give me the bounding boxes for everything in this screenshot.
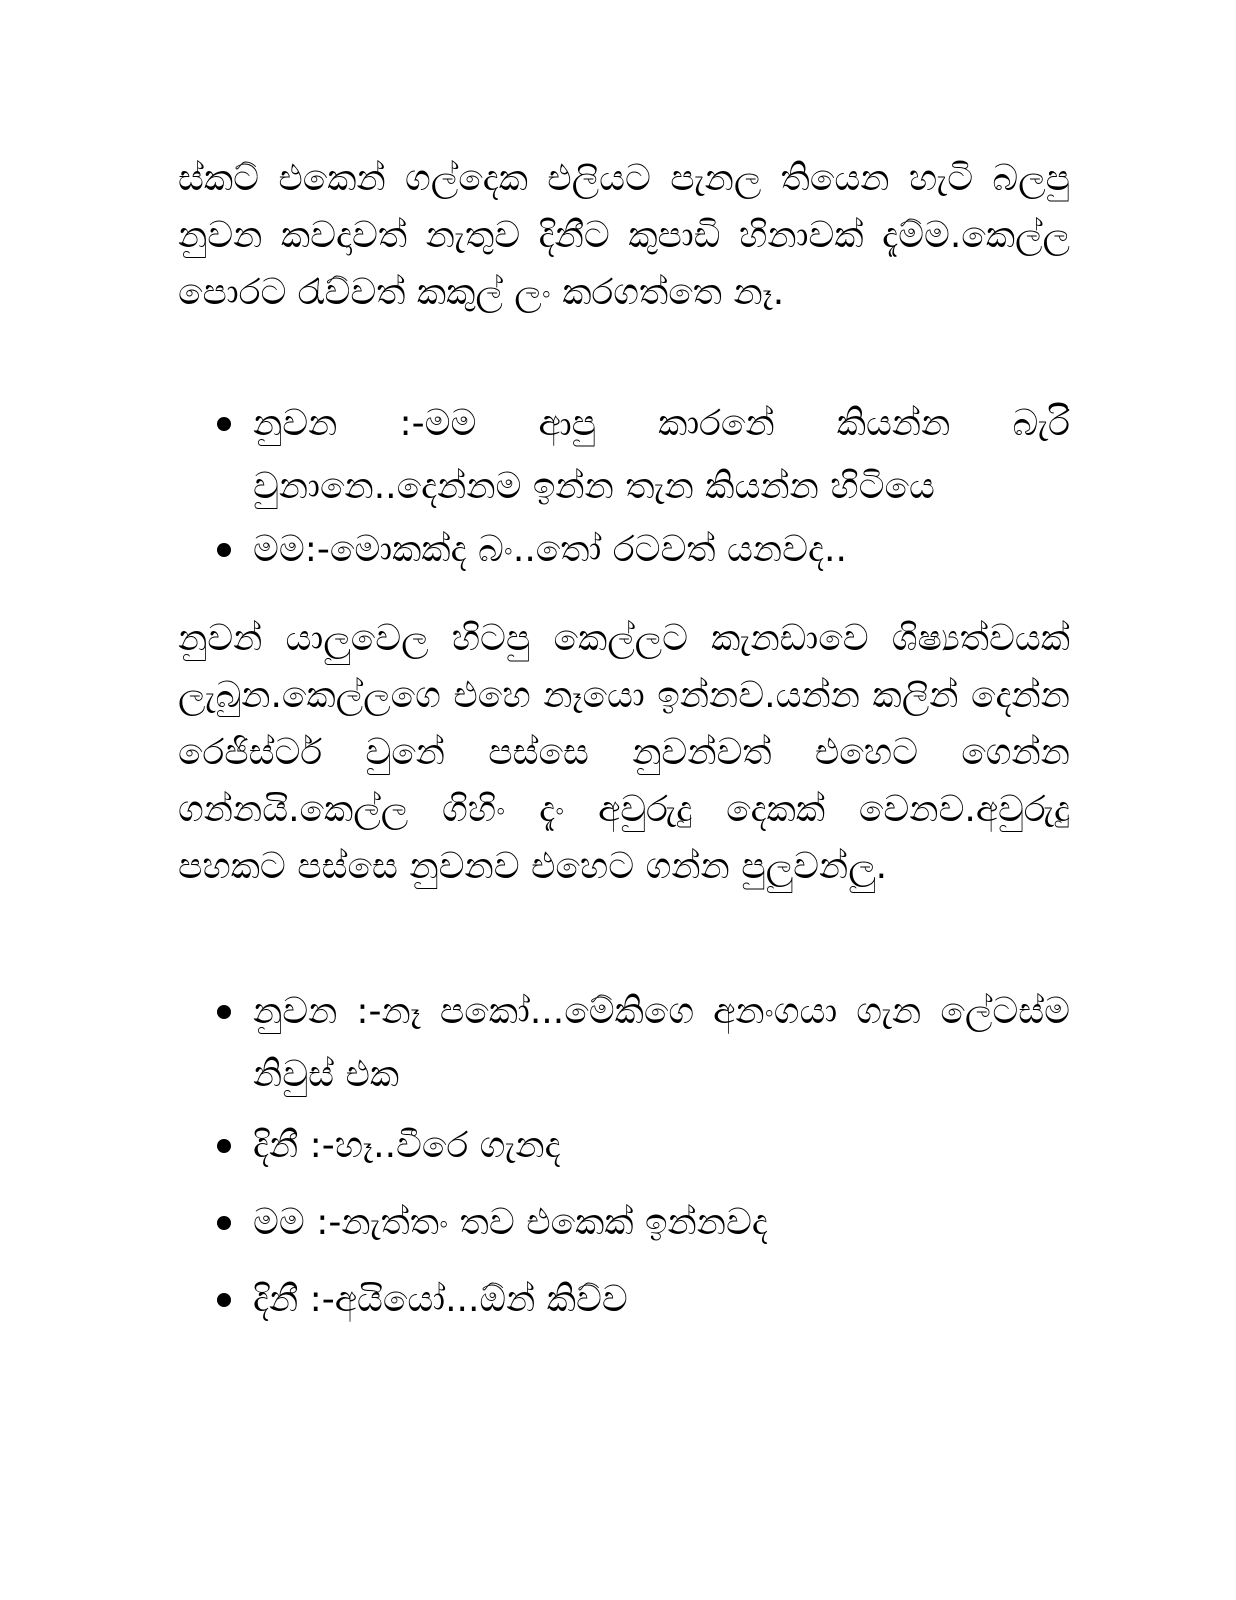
- list-item-text: නුවන :-නෑ පකෝ...මේකිගෙ අනංගයා ගැන ලේටස්ම නිවුස් එක: [253, 991, 1070, 1095]
- list-item: [215, 1114, 1070, 1177]
- paragraph-intro: ස්කට් එකෙන් ගල්දෙක එලියට පැනල තියෙන හැටි බලපු නුවන කවදාවත් නැතුව දිනීට කුපාඩි හිනාවක් දැම්ම.කෙල්ල පොරට රැව්වත් කකුල් ලං කරගත්තෙ නෑ.: [178, 158, 1070, 313]
- dialogue-list-1: [215, 392, 1070, 581]
- bullet-icon: [217, 1139, 231, 1153]
- list-item: [215, 1268, 1070, 1331]
- bullet-icon: [217, 417, 231, 431]
- list-item-text: මම:-මොකක්ද බං..තෝ රටවත් යනවද..: [253, 529, 847, 570]
- list-item-text: මම :-නැත්තං තව එකෙක් ඉන්නවද: [253, 1202, 768, 1243]
- bullet-icon: [217, 1216, 231, 1230]
- list-item: [215, 1191, 1070, 1254]
- list-item-text: නුවන :-මම ආපු කාරනේ කියන්න බැරි වුනානෙ..දෙන්නම ඉන්න තැන කියන්න හිටියෙ: [253, 403, 1070, 507]
- dialogue-list-2: [215, 980, 1070, 1331]
- list-item: [215, 392, 1070, 518]
- list-item: [215, 518, 1070, 581]
- list-item-text: දිනී :-හෑ..වීරෙ ගැනද: [253, 1125, 561, 1166]
- paragraph-story: නුවන් යාලුවෙල හිටපු කෙල්ලට කැනඩාවෙ ශිෂ්‍යත්වයක් ලැබුන.කෙල්ලගෙ එහෙ නෑයො ඉන්නව.යන්න කලින් දෙන්න රෙජිස්ටර් වුනේ පස්සෙ නුවන්වත් එහෙට ගෙන්න ගන්නයි.කෙල්ල ගිහිං දැං අවුරුදු දෙකක් වෙනව.අවුරුදු පහකට පස්සෙ නුවනව එහෙට ගන්න පුලුවන්ලු.: [178, 618, 1070, 887]
- list-item-text: දිනී :-අයියෝ...ඕන් කිව්ව: [253, 1279, 628, 1320]
- bullet-icon: [217, 1005, 231, 1019]
- bullet-icon: [217, 1293, 231, 1307]
- list-item: [215, 980, 1070, 1106]
- bullet-icon: [217, 543, 231, 557]
